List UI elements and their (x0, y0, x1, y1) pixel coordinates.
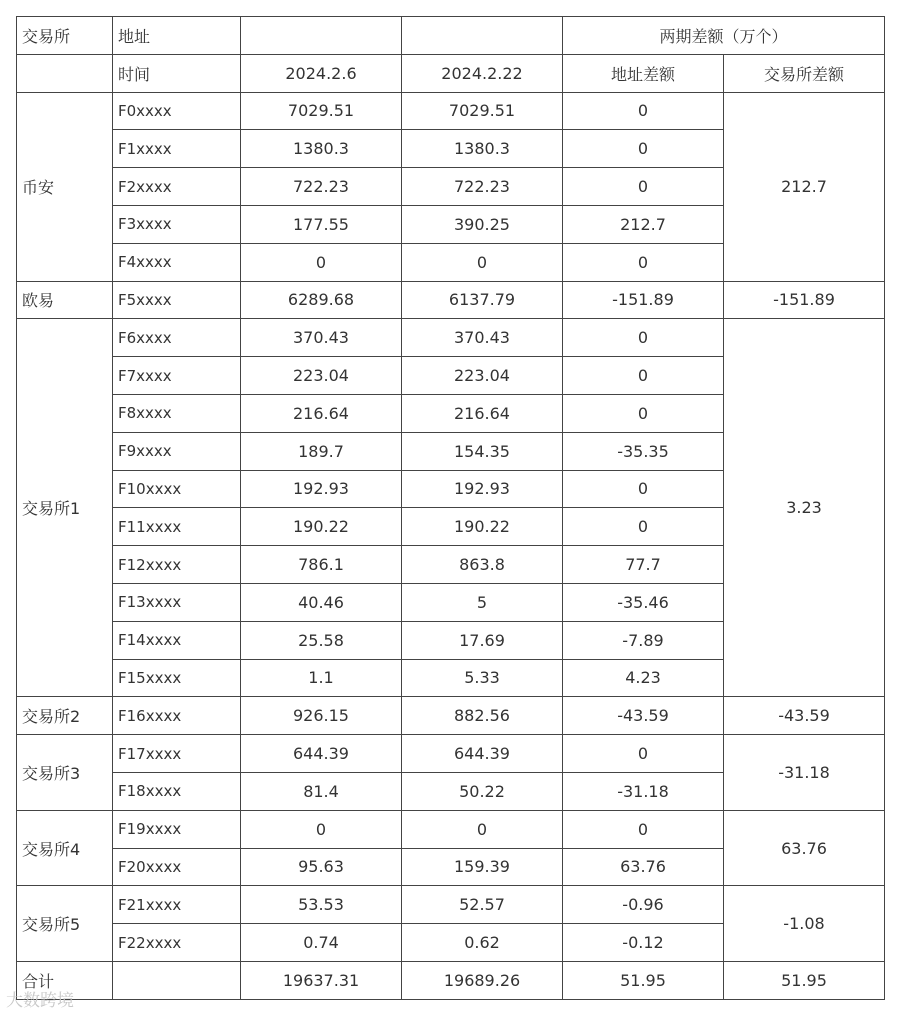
address-diff-cell: -151.89 (563, 281, 724, 319)
address-diff-cell: -31.18 (563, 772, 724, 810)
value-date1-cell: 786.1 (241, 546, 402, 584)
header-time: 时间 (113, 54, 241, 92)
table-row (17, 92, 885, 130)
value-date1-cell: 177.55 (241, 205, 402, 243)
exchange-name-cell: 交易所4 (17, 810, 113, 886)
table-row (17, 319, 885, 357)
address-cell: F19xxxx (113, 810, 241, 848)
watermark-logo: 大数跨境 (6, 991, 74, 1011)
address-diff-cell: 0 (563, 168, 724, 206)
address-diff-cell: -35.46 (563, 583, 724, 621)
exchange-diff-cell: 212.7 (724, 92, 885, 281)
value-date2-cell: 216.64 (402, 394, 563, 432)
exchange-name-cell: 交易所1 (17, 319, 113, 697)
address-cell: F10xxxx (113, 470, 241, 508)
value-date2-cell: 863.8 (402, 546, 563, 584)
address-cell: F7xxxx (113, 357, 241, 395)
value-date1-cell: 722.23 (241, 168, 402, 206)
exchange-diff-cell: -31.18 (724, 735, 885, 811)
table-row (17, 697, 885, 735)
address-cell: F9xxxx (113, 432, 241, 470)
address-diff-cell: 0 (563, 394, 724, 432)
address-cell: F14xxxx (113, 621, 241, 659)
value-date1-cell: 1.1 (241, 659, 402, 697)
total-date1: 19637.31 (241, 961, 402, 999)
total-date2: 19689.26 (402, 961, 563, 999)
value-date2-cell: 1380.3 (402, 130, 563, 168)
value-date2-cell: 5 (402, 583, 563, 621)
address-cell: F2xxxx (113, 168, 241, 206)
address-diff-cell: 4.23 (563, 659, 724, 697)
value-date1-cell: 0 (241, 243, 402, 281)
address-cell: F13xxxx (113, 583, 241, 621)
address-diff-cell: 212.7 (563, 205, 724, 243)
table-row (17, 735, 885, 773)
value-date1-cell: 7029.51 (241, 92, 402, 130)
address-cell: F3xxxx (113, 205, 241, 243)
total-row (17, 961, 885, 999)
exchange-holdings-table (16, 16, 885, 1000)
table-row (17, 886, 885, 924)
value-date2-cell: 190.22 (402, 508, 563, 546)
value-date1-cell: 53.53 (241, 886, 402, 924)
value-date1-cell: 0 (241, 810, 402, 848)
exchange-name-cell: 币安 (17, 92, 113, 281)
value-date1-cell: 216.64 (241, 394, 402, 432)
address-cell: F6xxxx (113, 319, 241, 357)
header-exchange: 交易所 (17, 17, 113, 55)
value-date2-cell: 882.56 (402, 697, 563, 735)
value-date1-cell: 6289.68 (241, 281, 402, 319)
value-date1-cell: 1380.3 (241, 130, 402, 168)
address-diff-cell: 63.76 (563, 848, 724, 886)
value-date1-cell: 95.63 (241, 848, 402, 886)
exchange-diff-cell: -43.59 (724, 697, 885, 735)
header-date-2: 2024.2.22 (402, 54, 563, 92)
header-blank (241, 17, 402, 55)
value-date2-cell: 159.39 (402, 848, 563, 886)
header-address: 地址 (113, 17, 241, 55)
value-date1-cell: 189.7 (241, 432, 402, 470)
value-date1-cell: 370.43 (241, 319, 402, 357)
value-date1-cell: 192.93 (241, 470, 402, 508)
value-date1-cell: 81.4 (241, 772, 402, 810)
address-diff-cell: 0 (563, 130, 724, 168)
value-date2-cell: 0.62 (402, 924, 563, 962)
exchange-name-cell: 交易所2 (17, 697, 113, 735)
value-date1-cell: 0.74 (241, 924, 402, 962)
value-date1-cell: 25.58 (241, 621, 402, 659)
table-row (17, 281, 885, 319)
address-diff-cell: -0.96 (563, 886, 724, 924)
address-diff-cell: -43.59 (563, 697, 724, 735)
value-date2-cell: 644.39 (402, 735, 563, 773)
value-date2-cell: 52.57 (402, 886, 563, 924)
address-diff-cell: -7.89 (563, 621, 724, 659)
address-cell: F21xxxx (113, 886, 241, 924)
address-cell: F17xxxx (113, 735, 241, 773)
value-date2-cell: 192.93 (402, 470, 563, 508)
table-row (17, 810, 885, 848)
value-date2-cell: 6137.79 (402, 281, 563, 319)
exchange-diff-cell: -151.89 (724, 281, 885, 319)
address-diff-cell: 0 (563, 243, 724, 281)
value-date2-cell: 0 (402, 243, 563, 281)
exchange-diff-cell: -1.08 (724, 886, 885, 962)
address-diff-cell: 0 (563, 470, 724, 508)
address-cell: F20xxxx (113, 848, 241, 886)
address-cell: F15xxxx (113, 659, 241, 697)
total-label: 合计 (17, 961, 113, 999)
value-date1-cell: 190.22 (241, 508, 402, 546)
exchange-diff-cell: 63.76 (724, 810, 885, 886)
exchange-name-cell: 交易所3 (17, 735, 113, 811)
value-date2-cell: 0 (402, 810, 563, 848)
address-cell: F1xxxx (113, 130, 241, 168)
value-date2-cell: 223.04 (402, 357, 563, 395)
address-diff-cell: 0 (563, 92, 724, 130)
value-date2-cell: 370.43 (402, 319, 563, 357)
address-diff-cell: 0 (563, 508, 724, 546)
value-date1-cell: 644.39 (241, 735, 402, 773)
value-date2-cell: 50.22 (402, 772, 563, 810)
exchange-diff-cell: 3.23 (724, 319, 885, 697)
value-date2-cell: 390.25 (402, 205, 563, 243)
address-diff-cell: -35.35 (563, 432, 724, 470)
address-diff-cell: 0 (563, 319, 724, 357)
value-date2-cell: 154.35 (402, 432, 563, 470)
value-date1-cell: 40.46 (241, 583, 402, 621)
value-date1-cell: 223.04 (241, 357, 402, 395)
value-date1-cell: 926.15 (241, 697, 402, 735)
address-diff-cell: 0 (563, 810, 724, 848)
address-cell: F22xxxx (113, 924, 241, 962)
header-exchange-diff: 交易所差额 (724, 54, 885, 92)
address-cell: F18xxxx (113, 772, 241, 810)
address-cell: F4xxxx (113, 243, 241, 281)
value-date2-cell: 722.23 (402, 168, 563, 206)
total-address-diff: 51.95 (563, 961, 724, 999)
value-date2-cell: 17.69 (402, 621, 563, 659)
address-cell: F0xxxx (113, 92, 241, 130)
value-date2-cell: 5.33 (402, 659, 563, 697)
header-blank (17, 54, 113, 92)
exchange-name-cell: 欧易 (17, 281, 113, 319)
address-diff-cell: 0 (563, 357, 724, 395)
address-cell: F5xxxx (113, 281, 241, 319)
address-cell: F16xxxx (113, 697, 241, 735)
header-address-diff: 地址差额 (563, 54, 724, 92)
address-cell: F8xxxx (113, 394, 241, 432)
address-cell: F12xxxx (113, 546, 241, 584)
address-cell: F11xxxx (113, 508, 241, 546)
exchange-name-cell: 交易所5 (17, 886, 113, 962)
total-blank (113, 961, 241, 999)
header-date-1: 2024.2.6 (241, 54, 402, 92)
header-row-2 (17, 54, 885, 92)
address-diff-cell: 0 (563, 735, 724, 773)
total-exchange-diff: 51.95 (724, 961, 885, 999)
address-diff-cell: -0.12 (563, 924, 724, 962)
header-blank (402, 17, 563, 55)
header-row-1 (17, 17, 885, 55)
header-diff-group: 两期差额（万个） (563, 17, 885, 55)
address-diff-cell: 77.7 (563, 546, 724, 584)
value-date2-cell: 7029.51 (402, 92, 563, 130)
